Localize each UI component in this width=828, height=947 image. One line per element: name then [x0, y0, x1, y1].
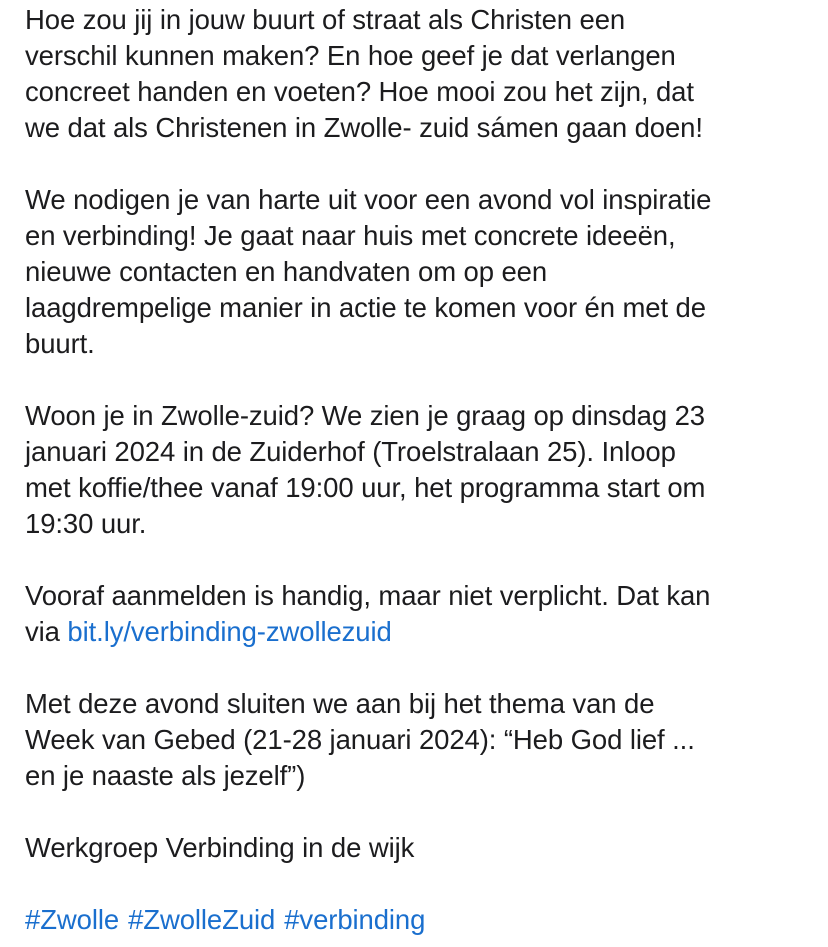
paragraph-4-prefix: via [25, 616, 68, 647]
registration-link[interactable]: bit.ly/verbinding-zwollezuid [67, 616, 392, 647]
paragraph-1-line-3: concreet handen en voeten? Hoe mooi zou het zijn, dat [25, 76, 694, 107]
paragraph-5-line-1: Met deze avond sluiten we aan bij het thema van de [25, 688, 655, 719]
paragraph-5-line-2: Week van Gebed (21-28 januari 2024): “Heb God lief ... [25, 724, 695, 755]
hashtag-zwolle[interactable]: #Zwolle [25, 904, 120, 935]
paragraph-1-line-2: verschil kunnen maken? En hoe geef je dat verlangen [25, 40, 676, 71]
paragraph-2-line-2: en verbinding! Je gaat naar huis met concrete ideeën, [25, 220, 676, 251]
paragraph-3-line-4: 19:30 uur. [25, 508, 147, 539]
paragraph-2-line-3: nieuwe contacten en handvaten om op een [25, 256, 548, 287]
paragraph-1-line-1: Hoe zou jij in jouw buurt of straat als Christen een [25, 4, 626, 35]
paragraph-1-line-4: we dat als Christenen in Zwolle- zuid sámen gaan doen! [25, 112, 703, 143]
paragraph-2-line-4: laagdrempelige manier in actie te komen voor én met de [25, 292, 706, 323]
hashtag-verbinding[interactable]: #verbinding [284, 904, 426, 935]
paragraph-2-line-1: We nodigen je van harte uit voor een avond vol inspiratie [25, 184, 712, 215]
paragraph-5-line-3: en je naaste als jezelf”) [25, 760, 306, 791]
paragraph-3-line-3: met koffie/thee vanaf 19:00 uur, het programma start om [25, 472, 706, 503]
paragraph-3-line-2: januari 2024 in de Zuiderhof (Troelstralaan 25). Inloop [25, 436, 676, 467]
paragraph-2-line-5: buurt. [25, 328, 95, 359]
paragraph-4-line-1: Vooraf aanmelden is handig, maar niet verplicht. Dat kan [25, 580, 711, 611]
signature: Werkgroep Verbinding in de wijk [25, 832, 415, 863]
paragraph-3-line-1: Woon je in Zwolle-zuid? We zien je graag op dinsdag 23 [25, 400, 705, 431]
paragraph-4-line-2 [25, 614, 392, 650]
hashtag-zwollezuid[interactable]: #ZwolleZuid [128, 904, 276, 935]
hashtag-row [25, 902, 425, 938]
